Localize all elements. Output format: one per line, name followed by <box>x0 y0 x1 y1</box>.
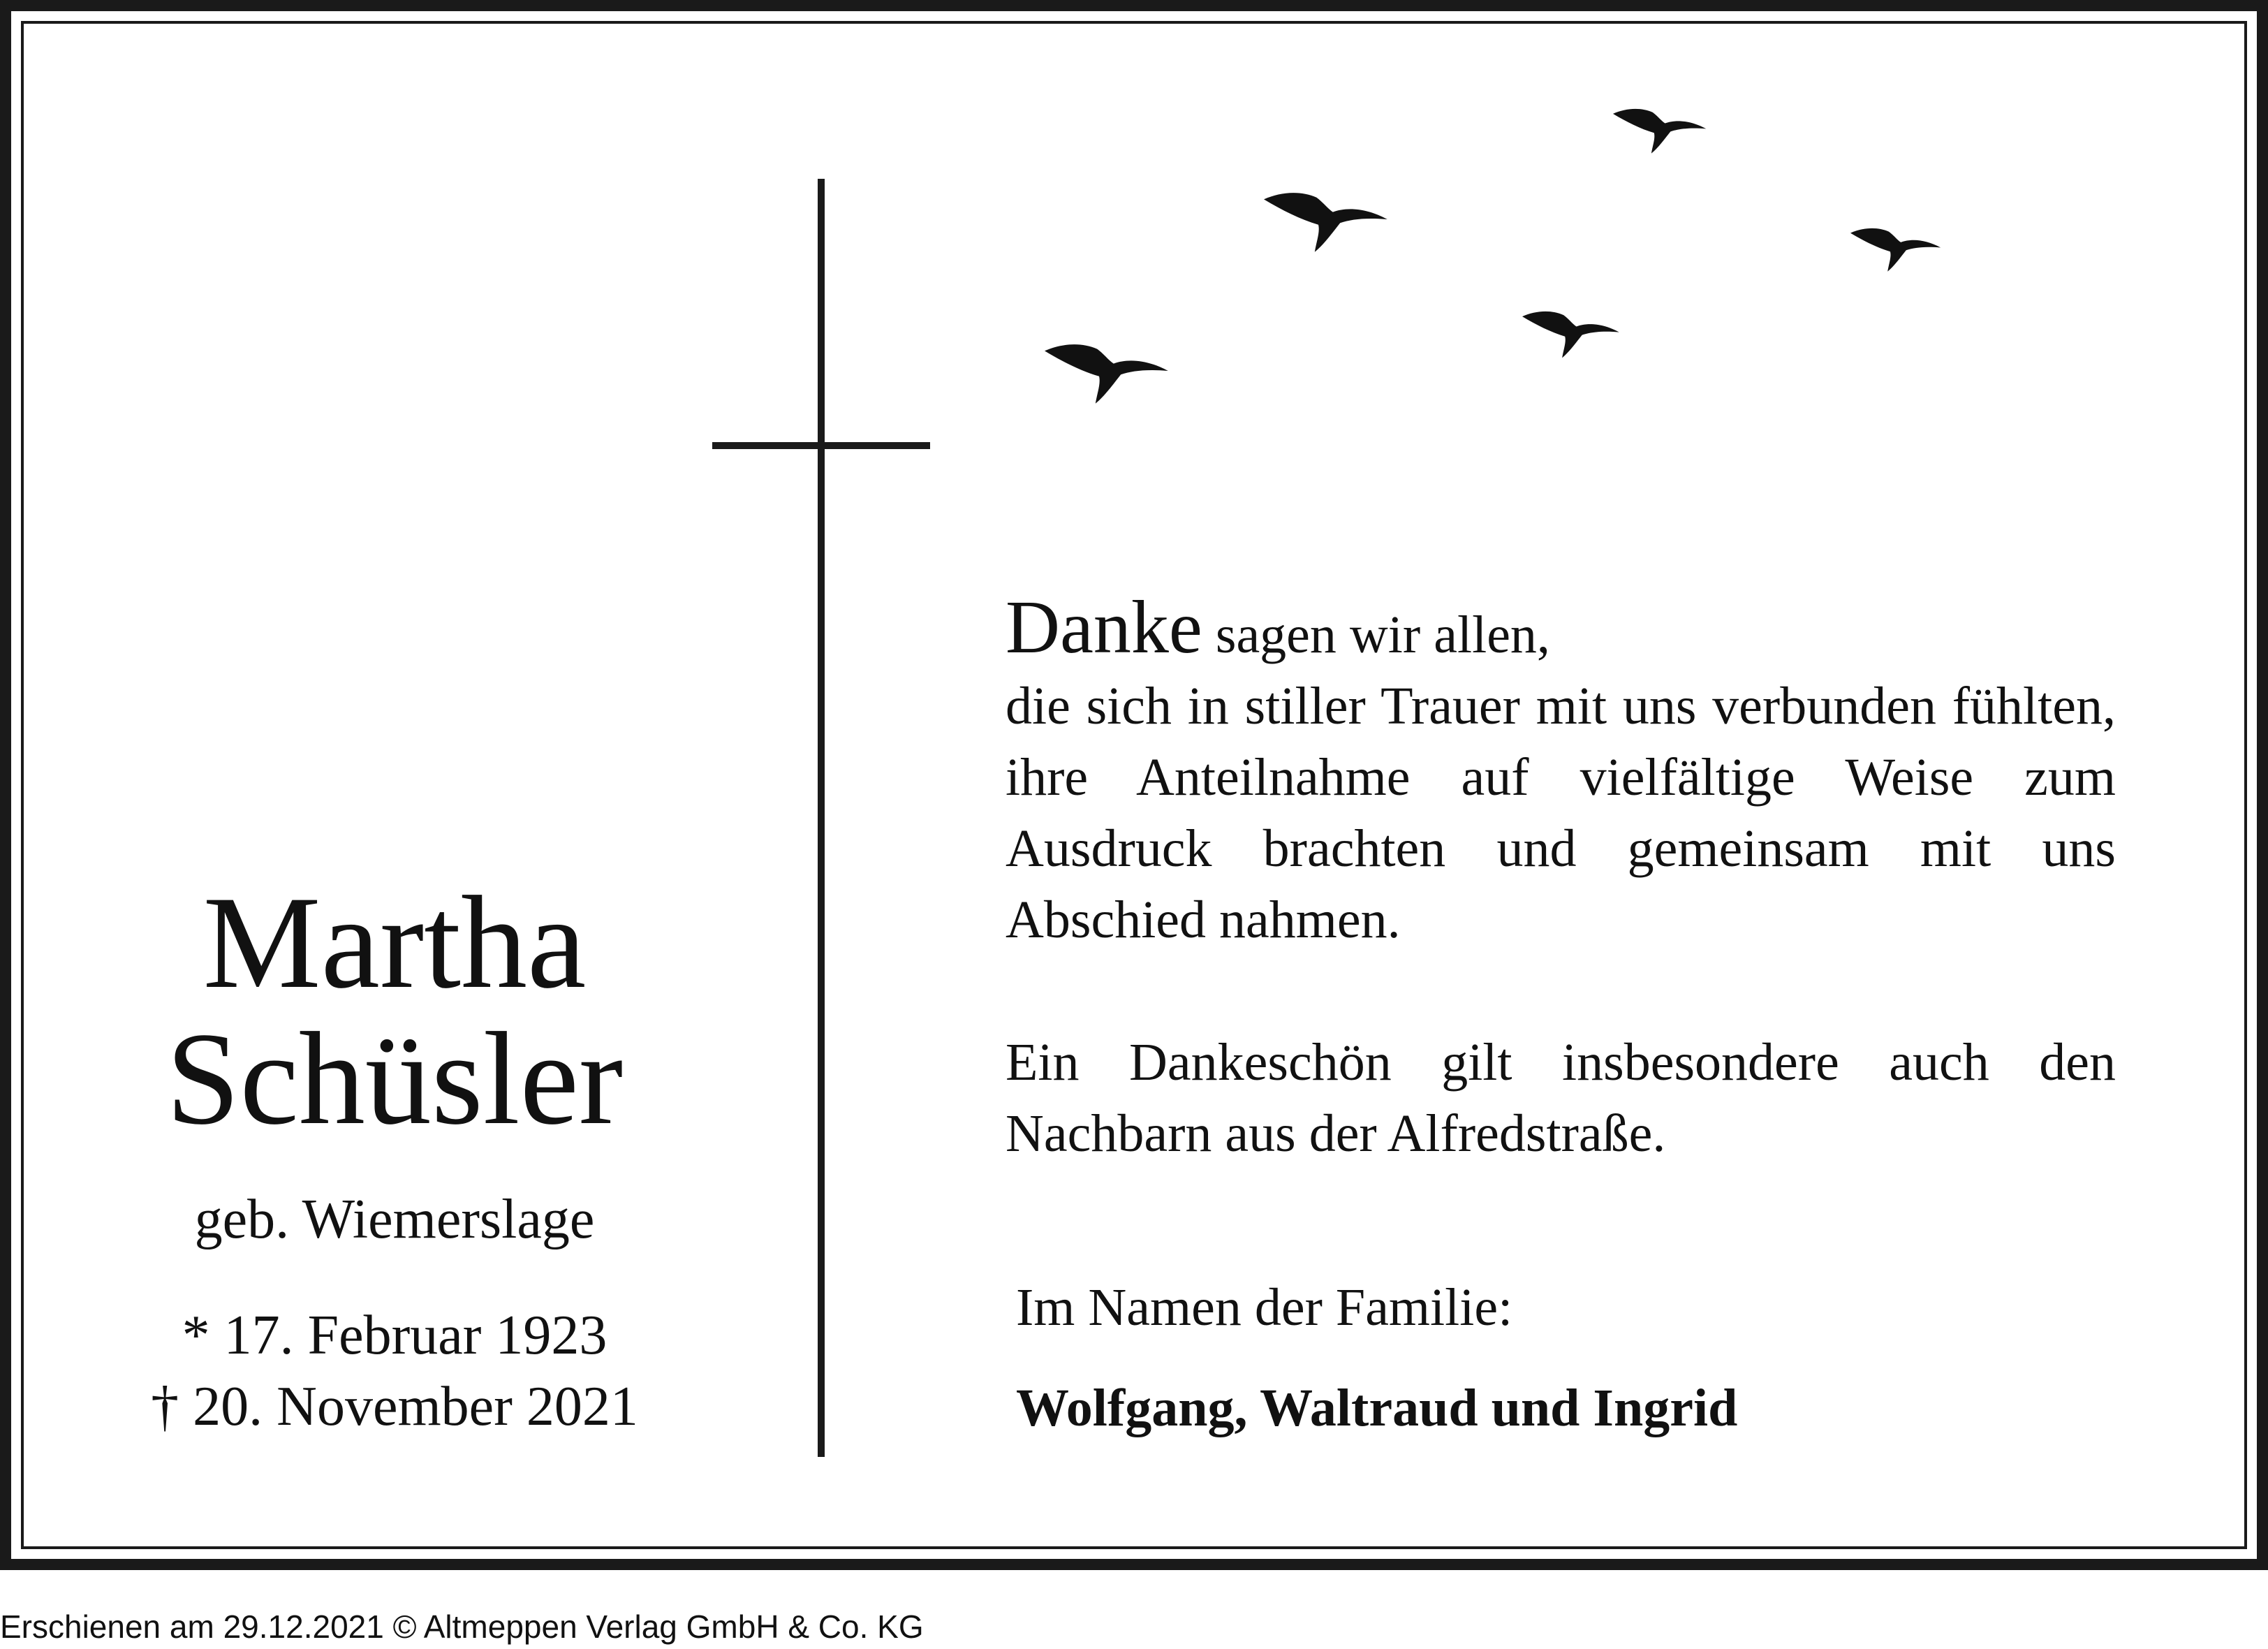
family-signatures: Wolfgang, Waltraud und Ingrid <box>1016 1379 1738 1437</box>
thanks-message <box>1006 586 2116 1169</box>
thanks-paragraph-2: Ein Dankeschön gilt insbesondere auch den Nachbarn aus der Alfredstraße. <box>1006 1033 2116 1163</box>
thanks-heading-word: Danke <box>1006 586 1202 669</box>
bird-icon <box>1264 193 1387 252</box>
family-intro-text: Im Namen der Familie: <box>1016 1278 1513 1337</box>
publication-footer: Erschienen am 29.12.2021 © Altmeppen Verlag GmbH & Co. KG <box>0 1608 924 1645</box>
deceased-first-name: Martha <box>202 870 587 1016</box>
cross-vertical-bar <box>818 179 825 1457</box>
flying-birds-illustration <box>1033 91 2046 440</box>
cross-horizontal-bar <box>712 442 930 449</box>
deceased-last-name: Schüsler <box>165 1006 624 1152</box>
thanks-opening-rest: sagen wir allen, <box>1202 606 1550 664</box>
thanks-paragraph-1: die sich in stiller Trauer mit uns verbunden fühlten, ihre Anteilnahme auf vielfältige Weise zum Ausdruck brachten und gemeinsam mit uns Abschied nahmen. <box>1006 677 2116 949</box>
thanks-opening-line <box>1006 586 2116 670</box>
paragraph-spacer <box>1006 955 2116 1027</box>
maiden-name: geb. Wiemerslage <box>194 1189 595 1250</box>
bird-icon <box>1522 312 1619 358</box>
death-date: † 20. November 2021 <box>151 1376 638 1437</box>
bird-icon <box>1045 344 1168 404</box>
bird-icon <box>1613 109 1706 154</box>
birth-date: * 17. Februar 1923 <box>182 1305 608 1366</box>
bird-icon <box>1850 228 1941 272</box>
